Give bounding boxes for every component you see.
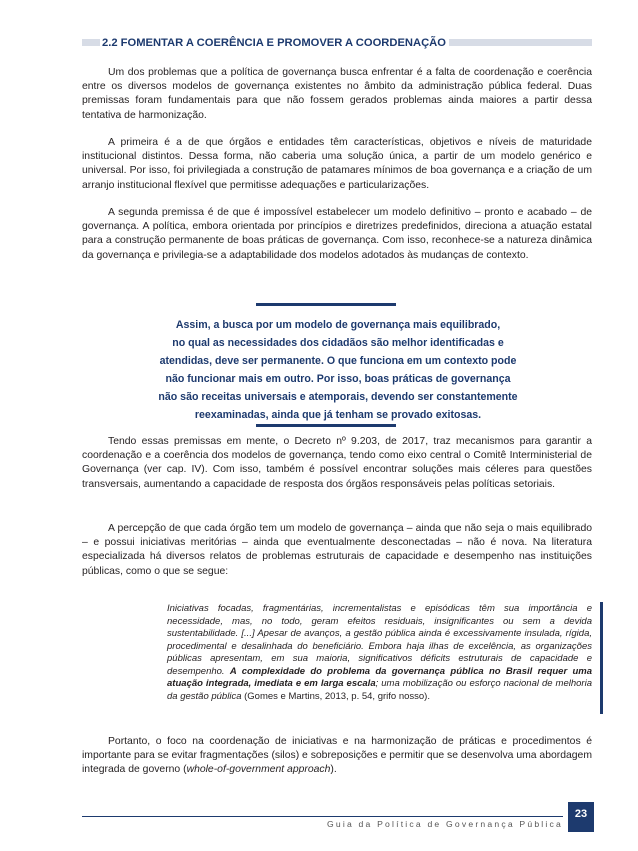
paragraph-conclusion	[82, 735, 592, 778]
paragraph-second-premise: A segunda premissa é de que é impossível estabelecer um modelo definitivo – pronto e acabado – de governança. A política, embora orientada por princípios e diretrizes predefinidos, direciona a atuação estatal para a construção permanente de boas práticas de governança. Com isso, reconhece-se a natureza dinâmica da governança e privilegia-se a adaptabilidade dos modelos adotados às mudanças de contexto.	[82, 207, 592, 261]
page-number: 23	[568, 802, 594, 832]
pull-quote-line: não funcionar mais em outro. Por isso, boas práticas de governança	[165, 373, 511, 385]
pull-quote-line: no qual as necessidades dos cidadãos são melhor identificadas e	[172, 337, 504, 349]
pull-quote-line: não são receitas universais e atemporais, devendo ser constantemente	[158, 391, 518, 403]
block-quote-bar	[600, 602, 603, 714]
block-quote-citation: (Gomes e Martins, 2013, p. 54, grifo nosso).	[241, 690, 430, 702]
pull-quote-line: atendidas, deve ser permanente. O que funciona em um contexto pode	[159, 355, 517, 367]
paragraph-conclusion-text: Portanto, o foco na coordenação de iniciativas e na harmonização de práticas e procedimentos é importante para se evitar fragmentações (silos) e sobreposições e permitir que se desenvolva uma abordagem integrada de governo (	[82, 736, 592, 776]
section-heading	[82, 34, 592, 52]
pull-quote	[98, 316, 578, 424]
paragraph-conclusion-end: ).	[330, 764, 337, 776]
section-title: 2.2 FOMENTAR A COERÊNCIA E PROMOVER A COORDENAÇÃO	[100, 34, 449, 52]
paragraph-intro: Um dos problemas que a política de governança busca enfrentar é a falta de coordenação e coerência entre os diversos modelos de governança existentes no âmbito da administração pública federal. Duas premissas foram fundamentais para que não fossem gerados problemas ainda maiores a partir dessa tentativa de harmonização.	[82, 67, 592, 121]
paragraph-decree: Tendo essas premissas em mente, o Decreto nº 9.203, de 2017, traz mecanismos para garantir a coordenação e a coerência dos modelos de governança, tendo como eixo central o Comitê Interministerial de Governança (ver cap. IV). Com isso, também é possível encontrar soluções mais céleres para questões transversais, aumentando a capacidade de resposta dos órgãos responsáveis pelas políticas setoriais.	[82, 436, 592, 490]
block-quote-text-continued: ; uma mobilização ou esforço nacional de melhoria da gestão pública	[167, 678, 592, 702]
block-quote-emphasis: A complexidade do problema da governança pública no Brasil requer uma atuação integrada, imediata e em larga escala	[167, 665, 592, 689]
paragraph-first-premise: A primeira é a de que órgãos e entidades têm características, objetivos e níveis de maturidade institucional distintos. Dessa forma, não caberia uma solução única, a partir de um modelo genérico e universal. Por isso, foi privilegiada a construção de patamares mínimos de boa governança e a criação de um arranjo institucional flexível que permitisse adequações e particularizações.	[82, 137, 592, 191]
block-quote-text: Iniciativas focadas, fragmentárias, incrementalistas e episódicas têm sua importância e necessidade, mas, no todo, geram efeitos residuais, insignificantes ou sem a devida sustentabilidade. [...] Apesar de avanços, a gestão pública ainda é excessivamente insulada, rígida, procedimental e desalinhada do beneficiário. Embora haja ilhas de excelência, as organizações públicas apresentam, em sua maioria, significativos déficits estruturais de capacidade e desempenho.	[167, 603, 592, 677]
pull-quote-line: Assim, a busca por um modelo de governança mais equilibrado,	[175, 319, 501, 331]
footer-title: Guia da Política de Governança Pública	[327, 819, 563, 829]
pull-quote-bottom-rule	[256, 424, 396, 427]
paragraph-conclusion-term: whole-of-government approach	[186, 764, 331, 776]
pull-quote-top-rule	[256, 303, 396, 306]
block-quote	[167, 603, 592, 703]
pull-quote-line: reexaminadas, ainda que já tenham se provado exitosas.	[194, 409, 482, 421]
paragraph-perception: A percepção de que cada órgão tem um modelo de governança – ainda que não seja o mais equilibrado – e possui iniciativas meritórias – ainda que eventualmente desconectadas – não é nova. Na literatura especializada há diversos relatos de problemas estruturais de capacidade e desempenho nas instituições públicas, como o que se segue:	[82, 523, 592, 577]
